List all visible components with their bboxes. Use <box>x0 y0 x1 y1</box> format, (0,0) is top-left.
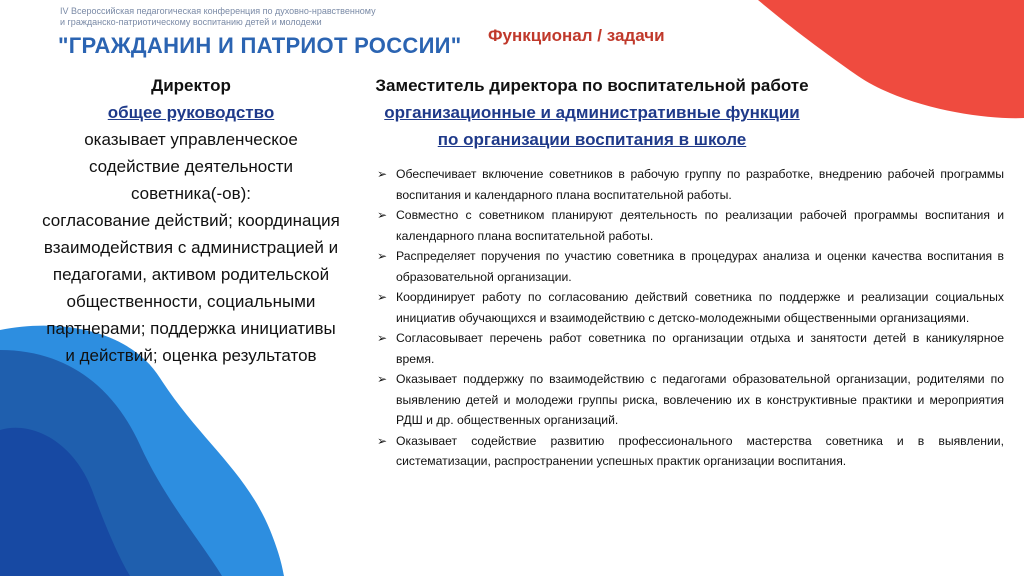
list-item <box>376 287 1004 328</box>
director-line: согласование действий; координация <box>42 211 340 230</box>
director-line: оказывает управленческое <box>84 130 298 149</box>
list-item <box>376 431 1004 472</box>
deputy-heading <box>340 72 844 153</box>
director-line: партнерами; поддержка инициативы <box>46 319 336 338</box>
arrow-bullet-icon: ➢ <box>377 331 388 345</box>
conference-line: и гражданско-патриотическому воспитанию детей и молодежи <box>60 17 322 27</box>
list-item <box>376 164 1004 205</box>
duty-text: Координирует работу по согласованию действий советника по поддержке и реализации социальных инициатив обучающихся и взаимодействию с детско-молодежными общественными организациями. <box>396 290 1004 325</box>
director-line: содействие деятельности <box>88 157 294 176</box>
list-item <box>376 205 1004 246</box>
director-line: и действий; оценка результатов <box>65 346 317 365</box>
brand-title: "ГРАЖДАНИН И ПАТРИОТ РОССИИ" <box>58 33 462 58</box>
director-block <box>14 72 368 369</box>
duty-text: Оказывает поддержку по взаимодействию с педагогами образовательной организации, родителями по выявлению детей и молодежи группы риска, вовлечению их в конструктивные практики и мероприятия РДШ и др. общественных организаций. <box>396 372 1004 427</box>
list-item <box>376 328 1004 369</box>
duty-text: Совместно с советником планируют деятельность по реализации рабочей программы воспитания и календарного плана воспитательной работы. <box>396 208 1004 243</box>
director-subtitle: общее руководство <box>107 103 275 122</box>
arrow-bullet-icon: ➢ <box>377 290 388 304</box>
duty-text: Обеспечивает включение советников в рабочую группу по разработке, внедрению рабочей программы воспитания и календарного плана воспитательной работы. <box>396 167 1004 202</box>
arrow-bullet-icon: ➢ <box>377 167 388 181</box>
section-title: Функционал / задачи <box>488 26 665 45</box>
arrow-bullet-icon: ➢ <box>377 372 388 386</box>
list-item <box>376 369 1004 431</box>
arrow-bullet-icon: ➢ <box>377 249 388 263</box>
list-item <box>376 246 1004 287</box>
deputy-subtitle-line: по организации воспитания в школе <box>437 130 747 149</box>
arrow-bullet-icon: ➢ <box>377 208 388 222</box>
director-line: советника(-ов): <box>130 184 251 203</box>
duty-text: Оказывает содействие развитию профессионального мастерства советника и в выявлении, систематизации, распространении успешных практик организации воспитания. <box>396 433 1004 468</box>
duties-list <box>376 164 1004 472</box>
director-line: общественности, социальными <box>66 292 316 311</box>
director-title: Директор <box>151 76 231 95</box>
director-line: взаимодействия с администрацией и <box>43 238 339 257</box>
duty-text: Согласовывает перечень работ советника по организации отдыха и занятости детей в каникулярное время. <box>396 331 1004 366</box>
duty-text: Распределяет поручения по участию советника в процедурах анализа и оценки качества воспитания в образовательной организации. <box>396 249 1004 284</box>
deputy-title: Заместитель директора по воспитательной работе <box>375 76 809 95</box>
conference-line: IV Всероссийская педагогическая конференция по духовно-нравственному <box>60 6 376 16</box>
director-line: педагогами, активом родительской <box>52 265 330 284</box>
deputy-subtitle-line: организационные и административные функции <box>384 103 800 122</box>
conference-caption <box>60 6 376 28</box>
arrow-bullet-icon: ➢ <box>377 433 388 448</box>
